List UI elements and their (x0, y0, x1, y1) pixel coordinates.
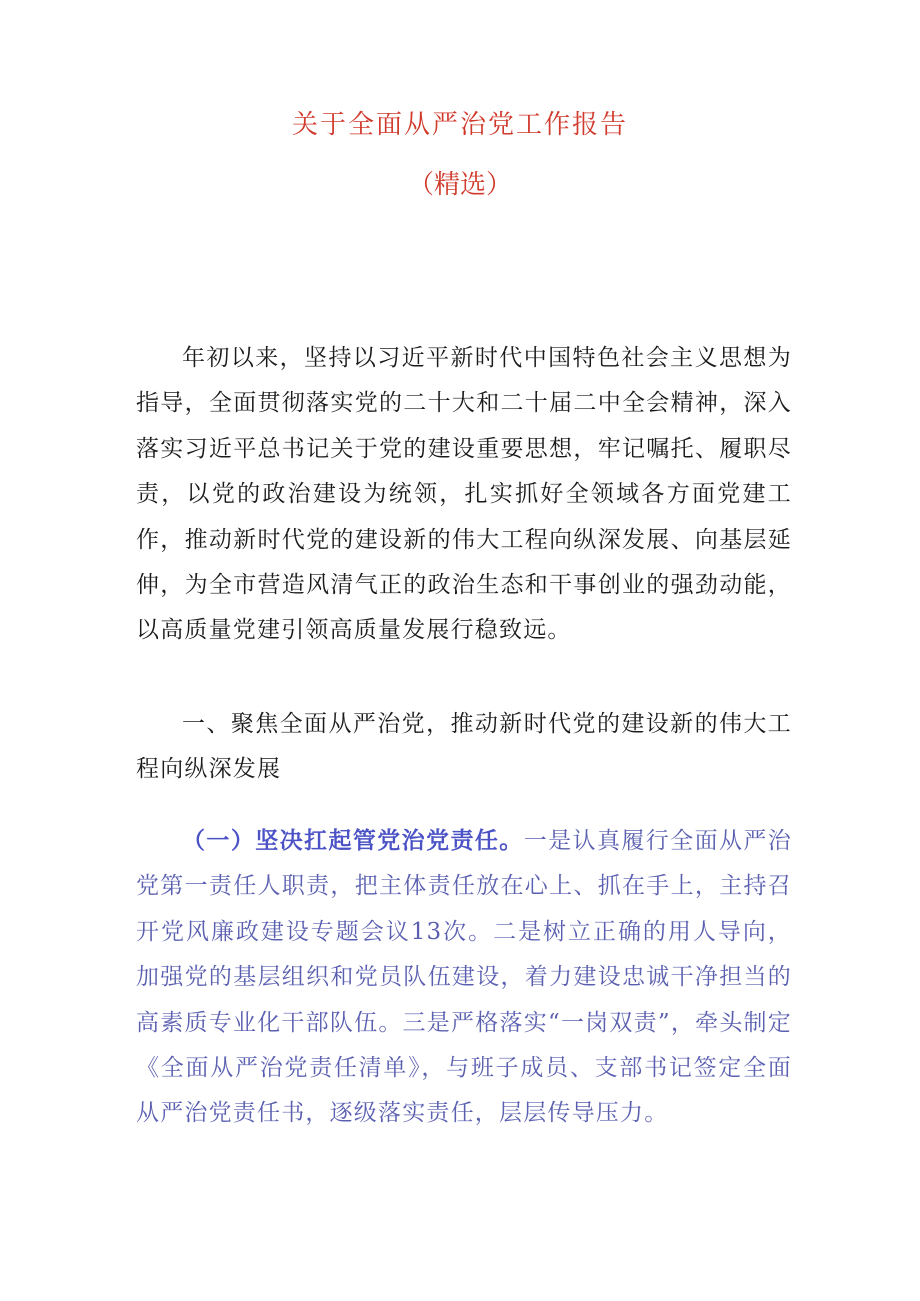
document-title: 关于全面从严治党工作报告 (291, 110, 628, 140)
intro-paragraph: 年初以来，坚持以习近平新时代中国特色社会主义思想为指导，全面贯彻落实党的二十大和二十届二中全会精神，深入落实习近平总书记关于党的建设重要思想，牢记嘱托、履职尽责，以党的政治建设为统领，扎实抓好全领域各方面党建工作，推动新时代党的建设新的伟大工程向纵深发展、向基层延伸，为全市营造风清气正的政治生态和干事创业的强劲动能，以高质量党建引领高质量发展行稳致远。 (136, 345, 792, 644)
subsection-one-body: 一是认真履行全面从严治党第一责任人职责，把主体责任放在心上、抓在手上，主持召开党风廉政建设专题会议13次。二是树立正确的用人导向，加强党的基层组织和党员队伍建设，着力建设忠诚干净担当的高素质专业化干部队伍。三是严格落实“一岗双责”，牵头制定《全面从严治党责任清单》，与班子成员、支部书记签定全面从严治党责任书，逐级落实责任，层层传导压力。 (136, 828, 792, 1127)
subsection-one-paragraph (136, 818, 792, 1137)
section-one-heading: 一、聚焦全面从严治党，推动新时代党的建设新的伟大工程向纵深发展 (136, 711, 792, 783)
document-subtitle: （精选） (407, 170, 512, 200)
subsection-one-heading: （一）坚决扛起管党治党责任。 (182, 827, 524, 854)
